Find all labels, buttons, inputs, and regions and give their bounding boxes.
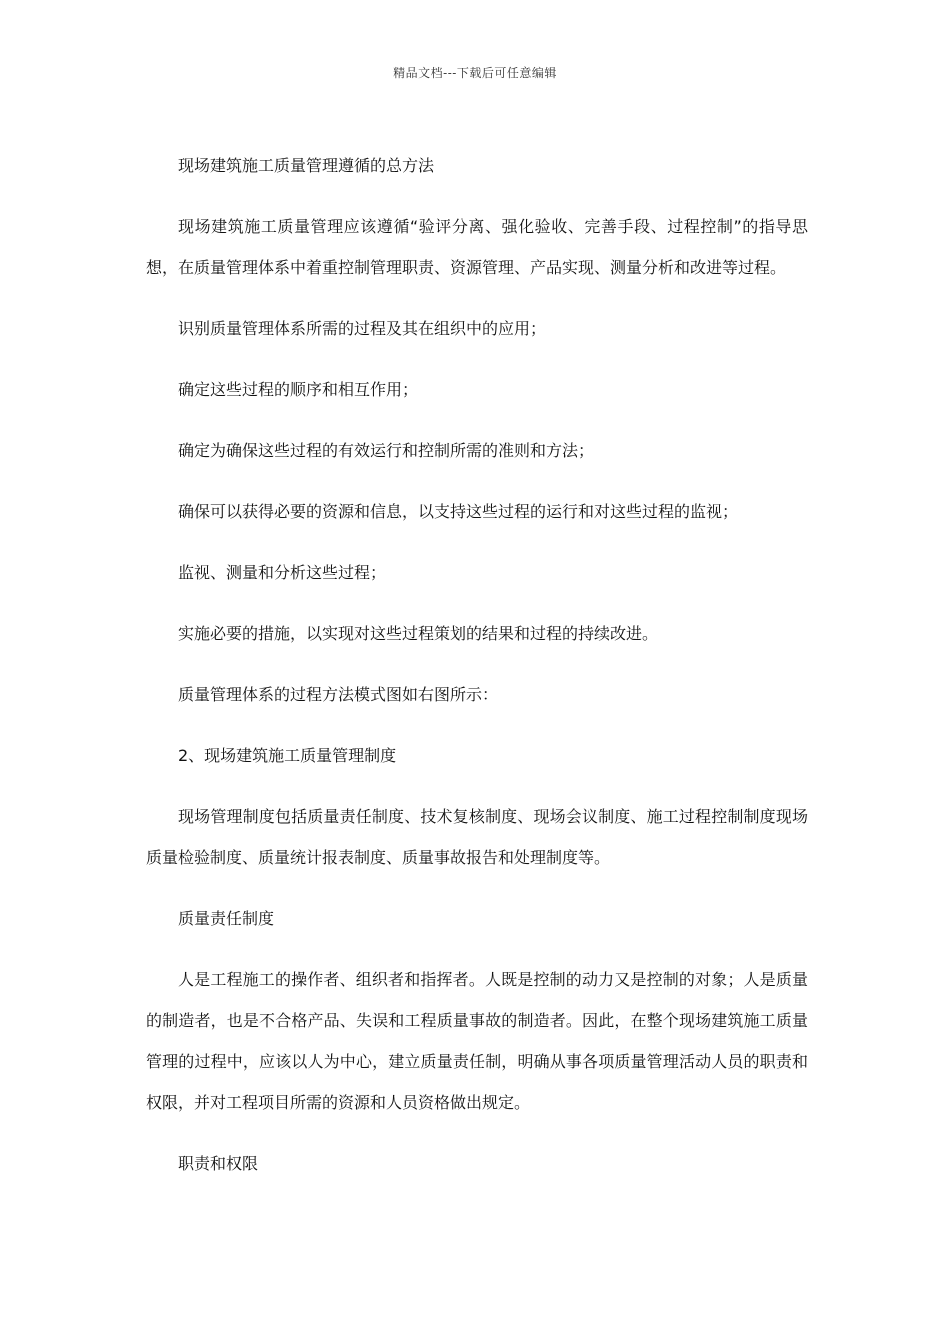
section-heading: 职责和权限 bbox=[178, 1154, 259, 1173]
section-heading: 2、现场建筑施工质量管理制度 bbox=[178, 746, 397, 765]
page-header: 精品文档---下载后可任意编辑 bbox=[393, 66, 557, 80]
paragraph: 质量管理体系的过程方法模式图如右图所示： bbox=[178, 685, 499, 704]
section-heading: 现场建筑施工质量管理遵循的总方法 bbox=[178, 156, 435, 175]
list-item: 识别质量管理体系所需的过程及其在组织中的应用； bbox=[178, 319, 547, 338]
section-heading: 质量责任制度 bbox=[178, 909, 275, 928]
list-item: 实施必要的措施，以实现对这些过程策划的结果和过程的持续改进。 bbox=[178, 624, 659, 643]
list-item: 监视、测量和分析这些过程； bbox=[178, 563, 387, 582]
paragraph: 现场建筑施工质量管理应该遵循“验评分离、强化验收、完善手段、过程控制”的指导思想，在质量管理体系中着重控制管理职责、资源管理、产品实现、测量分析和改进等过程。 bbox=[146, 217, 808, 277]
list-item: 确定为确保这些过程的有效运行和控制所需的准则和方法； bbox=[178, 441, 595, 460]
list-item: 确定这些过程的顺序和相互作用； bbox=[178, 380, 419, 399]
paragraph: 人是工程施工的操作者、组织者和指挥者。人既是控制的动力又是控制的对象；人是质量的制造者，也是不合格产品、失误和工程质量事故的制造者。因此，在整个现场建筑施工质量管理的过程中，应该以人为中心，建立质量责任制，明确从事各项质量管理活动人员的职责和权限，并对工程项目所需的资源和人员资格做出规定。 bbox=[146, 970, 808, 1112]
document-body bbox=[146, 145, 808, 1184]
list-item: 确保可以获得必要的资源和信息，以支持这些过程的运行和对这些过程的监视； bbox=[178, 502, 739, 521]
paragraph: 现场管理制度包括质量责任制度、技术复核制度、现场会议制度、施工过程控制制度现场质量检验制度、质量统计报表制度、质量事故报告和处理制度等。 bbox=[146, 807, 808, 867]
